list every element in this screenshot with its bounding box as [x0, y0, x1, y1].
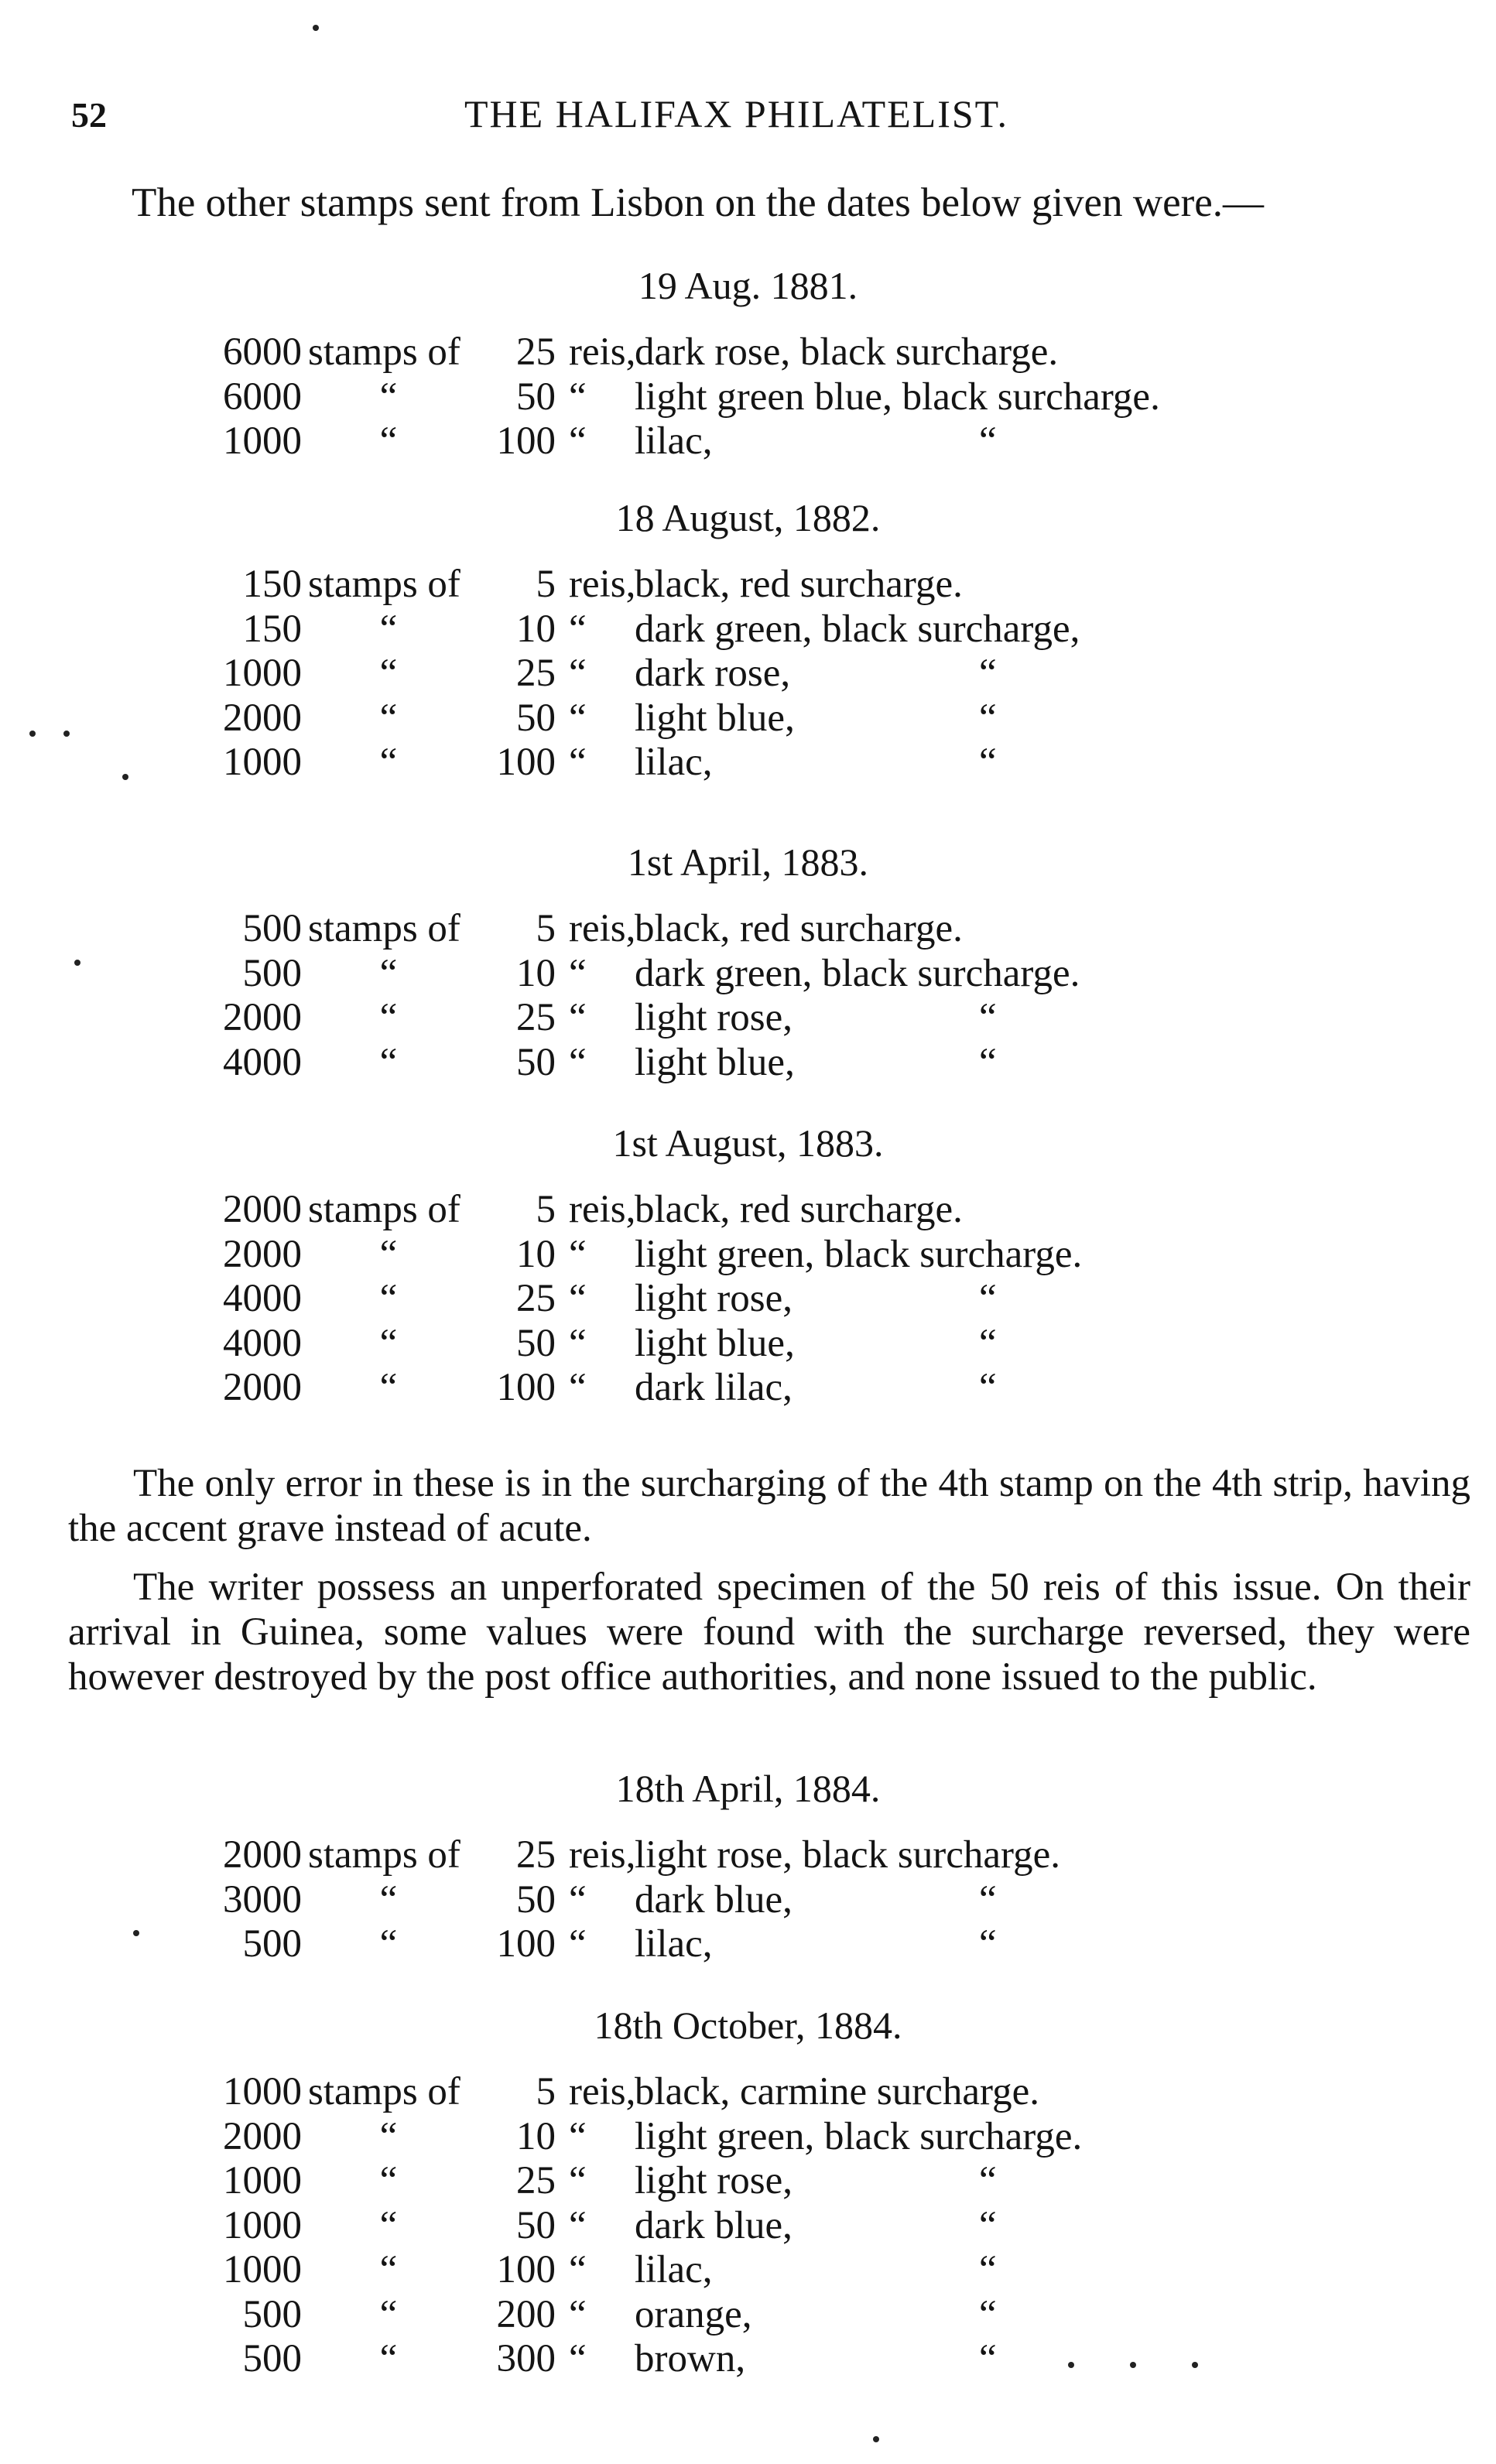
stamps-of-label: stamps of	[308, 330, 460, 374]
stamp-description: light rose,	[635, 1277, 793, 1320]
ditto-mark: “	[379, 2159, 398, 2202]
stamp-value: 25	[516, 330, 556, 374]
stamp-quantity: 1000	[223, 2203, 302, 2247]
stamp-description: dark blue,	[635, 2203, 793, 2247]
stamp-row	[0, 607, 1496, 653]
scan-speck	[133, 1930, 139, 1936]
stamp-row	[0, 951, 1496, 998]
stamp-quantity: 150	[242, 607, 302, 651]
stamp-quantity: 1000	[223, 419, 302, 463]
surcharge-ditto-mark: “	[979, 1922, 997, 1966]
stamp-description: black, red surcharge.	[635, 1188, 963, 1231]
stamp-value: 25	[516, 996, 556, 1039]
stamp-quantity: 2000	[223, 1232, 302, 1276]
ditto-mark: “	[379, 2248, 398, 2291]
stamp-value: 50	[516, 375, 556, 419]
shipment-date-heading: 1st April, 1883.	[627, 840, 869, 884]
reis-label: “	[569, 696, 587, 740]
ditto-mark: “	[379, 951, 398, 995]
stamp-description: light blue,	[635, 696, 795, 740]
stamp-value: 10	[516, 951, 556, 995]
stamp-value: 50	[516, 696, 556, 740]
reis-label: “	[569, 2159, 587, 2202]
stamp-row	[0, 2158, 1496, 2205]
scan-speck	[1130, 2362, 1136, 2368]
stamp-row	[0, 995, 1496, 1042]
stamp-row	[0, 696, 1496, 742]
stamps-of-label: stamps of	[308, 907, 460, 950]
stamp-row	[0, 2336, 1496, 2383]
stamp-value: 300	[496, 2337, 556, 2380]
stamp-value: 100	[496, 741, 556, 784]
scan-speck	[873, 2436, 879, 2442]
shipment-date-heading: 18 August, 1882.	[615, 496, 881, 539]
reis-label: “	[569, 2337, 587, 2380]
surcharge-ditto-mark: “	[979, 741, 997, 784]
stamp-value: 100	[496, 1366, 556, 1409]
stamp-value: 25	[516, 1277, 556, 1320]
surcharge-ditto-mark: “	[979, 696, 997, 740]
ditto-mark: “	[379, 607, 398, 651]
stamp-quantity: 500	[242, 2337, 302, 2380]
ditto-mark: “	[379, 1321, 398, 1365]
stamp-quantity: 3000	[223, 1877, 302, 1922]
reis-label: “	[569, 652, 587, 695]
reis-label: “	[569, 1366, 587, 1409]
ditto-mark: “	[379, 1232, 398, 1276]
surcharge-ditto-mark: “	[979, 1366, 997, 1409]
stamps-of-label: stamps of	[308, 1188, 460, 1231]
stamp-description: brown,	[635, 2337, 746, 2380]
reis-label: “	[569, 1277, 587, 1320]
stamp-row	[0, 651, 1496, 697]
surcharge-ditto-mark: “	[979, 2337, 997, 2380]
ditto-mark: “	[379, 1277, 398, 1320]
stamp-quantity: 1000	[223, 2248, 302, 2291]
stamp-value: 100	[496, 419, 556, 463]
stamp-value: 50	[516, 1040, 556, 1084]
stamp-quantity: 4000	[223, 1321, 302, 1365]
stamp-quantity: 6000	[223, 330, 302, 374]
stamp-quantity: 150	[242, 563, 302, 606]
surcharge-ditto-mark: “	[979, 1040, 997, 1084]
stamp-value: 100	[496, 2248, 556, 2291]
stamp-row	[0, 1232, 1496, 1278]
stamp-description: black, red surcharge.	[635, 563, 963, 606]
ditto-mark: “	[379, 1877, 398, 1922]
surcharge-ditto-mark: “	[979, 2203, 997, 2247]
ditto-mark: “	[379, 1040, 398, 1084]
shipment-date-heading: 19 Aug. 1881.	[638, 264, 858, 307]
stamp-row	[0, 419, 1496, 465]
stamp-description: light green blue, black surcharge.	[635, 375, 1160, 419]
stamp-description: lilac,	[635, 419, 713, 463]
stamp-quantity: 2000	[223, 696, 302, 740]
stamp-row	[0, 2247, 1496, 2294]
stamp-description: dark rose, black surcharge.	[635, 330, 1059, 374]
scan-speck	[1192, 2362, 1198, 2368]
reis-label: “	[569, 1321, 587, 1365]
surcharge-ditto-mark: “	[979, 419, 997, 463]
scan-speck	[29, 731, 36, 737]
stamp-description: dark green, black surcharge,	[635, 607, 1080, 651]
reis-label: “	[569, 996, 587, 1039]
shipment-date-heading: 18th October, 1884.	[594, 2004, 902, 2047]
stamp-row	[0, 906, 1496, 953]
ditto-mark: “	[379, 696, 398, 740]
ditto-mark: “	[379, 375, 398, 419]
stamp-row	[0, 2203, 1496, 2250]
stamp-quantity: 500	[242, 2292, 302, 2336]
stamp-row	[0, 2114, 1496, 2161]
stamp-row	[0, 1833, 1496, 1879]
stamp-quantity: 1000	[223, 652, 302, 695]
ditto-mark: “	[379, 419, 398, 463]
running-head: THE HALIFAX PHILATELIST.	[464, 92, 1009, 135]
stamp-row	[0, 562, 1496, 608]
surcharge-ditto-mark: “	[979, 1277, 997, 1320]
ditto-mark: “	[379, 741, 398, 784]
stamp-row	[0, 375, 1496, 421]
surcharge-ditto-mark: “	[979, 2292, 997, 2336]
stamp-value: 5	[536, 907, 556, 950]
surcharge-ditto-mark: “	[979, 652, 997, 695]
stamp-value: 50	[516, 1877, 556, 1922]
commentary-paragraphs	[68, 1461, 1470, 1699]
stamp-description: orange,	[635, 2292, 752, 2336]
stamp-description: lilac,	[635, 741, 713, 784]
specimen-paragraph: The writer possess an unperforated specimen of the 50 reis of this issue. On their arrival in Guinea, some values were found with the surcharge reversed, they were however destroyed by the post office authorities, and none issued to the public.	[68, 1566, 1470, 1699]
stamp-value: 50	[516, 1321, 556, 1365]
stamp-description: light green, black surcharge.	[635, 2114, 1083, 2158]
stamp-row	[0, 2292, 1496, 2339]
stamp-value: 200	[496, 2292, 556, 2336]
stamp-quantity: 4000	[223, 1277, 302, 1320]
reis-label: “	[569, 951, 587, 995]
stamp-description: black, red surcharge.	[635, 907, 963, 950]
stamp-quantity: 2000	[223, 1833, 302, 1877]
stamp-row	[0, 1321, 1496, 1367]
stamp-description: dark blue,	[635, 1877, 793, 1922]
surcharge-ditto-mark: “	[979, 996, 997, 1039]
reis-label: “	[569, 1040, 587, 1084]
stamp-row	[0, 1922, 1496, 1968]
stamp-row	[0, 2069, 1496, 2116]
stamp-row	[0, 1276, 1496, 1323]
stamp-quantity: 1000	[223, 2070, 302, 2113]
stamp-description: dark rose,	[635, 652, 791, 695]
page-number: 52	[71, 95, 107, 135]
shipment-date-heading: 1st August, 1883.	[612, 1121, 884, 1165]
stamp-value: 100	[496, 1922, 556, 1966]
stamp-value: 5	[536, 1188, 556, 1231]
scan-speck	[122, 774, 128, 780]
stamp-description: dark lilac,	[635, 1366, 793, 1409]
stamp-row	[0, 1040, 1496, 1087]
stamp-description: light rose, black surcharge.	[635, 1833, 1060, 1877]
reis-label: “	[569, 1232, 587, 1276]
reis-label: reis,	[569, 563, 636, 606]
surcharge-ditto-mark: “	[979, 1321, 997, 1365]
stamp-quantity: 1000	[223, 741, 302, 784]
stamp-description: lilac,	[635, 2248, 713, 2291]
stamp-value: 10	[516, 2114, 556, 2158]
reis-label: reis,	[569, 1833, 636, 1877]
reis-label: “	[569, 2292, 587, 2336]
stamp-quantity: 2000	[223, 1366, 302, 1409]
stamp-description: light blue,	[635, 1321, 795, 1365]
stamp-description: light green, black surcharge.	[635, 1232, 1083, 1276]
stamp-value: 10	[516, 607, 556, 651]
ditto-mark: “	[379, 1922, 398, 1966]
ditto-mark: “	[379, 996, 398, 1039]
stamp-quantity: 500	[242, 1922, 302, 1966]
stamps-of-label: stamps of	[308, 1833, 460, 1877]
stamp-quantity: 2000	[223, 996, 302, 1039]
stamp-value: 5	[536, 2070, 556, 2113]
stamp-description: lilac,	[635, 1922, 713, 1966]
ditto-mark: “	[379, 2114, 398, 2158]
ditto-mark: “	[379, 2337, 398, 2380]
stamp-row	[0, 1877, 1496, 1924]
stamp-quantity: 500	[242, 951, 302, 995]
stamp-description: dark green, black surcharge.	[635, 951, 1080, 995]
stamp-value: 25	[516, 2159, 556, 2202]
stamp-value: 25	[516, 652, 556, 695]
reis-label: reis,	[569, 907, 636, 950]
stamp-description: black, carmine surcharge.	[635, 2070, 1039, 2113]
ditto-mark: “	[379, 2292, 398, 2336]
stamp-row	[0, 1187, 1496, 1234]
stamps-of-label: stamps of	[308, 2070, 460, 2113]
ditto-mark: “	[379, 652, 398, 695]
reis-label: “	[569, 375, 587, 419]
reis-label: “	[569, 1922, 587, 1966]
stamp-description: light blue,	[635, 1040, 795, 1084]
stamp-quantity: 1000	[223, 2159, 302, 2202]
stamp-quantity: 4000	[223, 1040, 302, 1084]
reis-label: “	[569, 2203, 587, 2247]
scan-speck	[63, 731, 70, 737]
scan-speck	[313, 25, 319, 31]
stamp-quantity: 2000	[223, 1188, 302, 1231]
stamp-row	[0, 330, 1496, 376]
stamp-description: light rose,	[635, 2159, 793, 2202]
ditto-mark: “	[379, 1366, 398, 1409]
reis-label: “	[569, 607, 587, 651]
reis-label: “	[569, 419, 587, 463]
reis-label: “	[569, 2114, 587, 2158]
reis-label: “	[569, 1877, 587, 1922]
surcharge-ditto-mark: “	[979, 2159, 997, 2202]
shipment-date-heading: 18th April, 1884.	[615, 1767, 881, 1810]
reis-label: “	[569, 741, 587, 784]
stamp-value: 25	[516, 1833, 556, 1877]
stamp-quantity: 6000	[223, 375, 302, 419]
intro-sentence: The other stamps sent from Lisbon on the dates below given were.—	[132, 180, 1265, 225]
surcharge-ditto-mark: “	[979, 1877, 997, 1922]
error-paragraph: The only error in these is in the surcharging of the 4th stamp on the 4th strip, having the accent grave instead of acute.	[68, 1462, 1470, 1550]
stamp-value: 10	[516, 1232, 556, 1276]
stamp-description: light rose,	[635, 996, 793, 1039]
reis-label: “	[569, 2248, 587, 2291]
stamp-quantity: 2000	[223, 2114, 302, 2158]
stamp-value: 50	[516, 2203, 556, 2247]
reis-label: reis,	[569, 1188, 636, 1231]
scan-speck	[74, 960, 80, 966]
stamps-of-label: stamps of	[308, 563, 460, 606]
ditto-mark: “	[379, 2203, 398, 2247]
stamp-row	[0, 1365, 1496, 1412]
stamp-value: 5	[536, 563, 556, 606]
stamp-row	[0, 740, 1496, 786]
reis-label: reis,	[569, 330, 636, 374]
surcharge-ditto-mark: “	[979, 2248, 997, 2291]
scan-speck	[1068, 2362, 1074, 2368]
reis-label: reis,	[569, 2070, 636, 2113]
stamp-quantity: 500	[242, 907, 302, 950]
